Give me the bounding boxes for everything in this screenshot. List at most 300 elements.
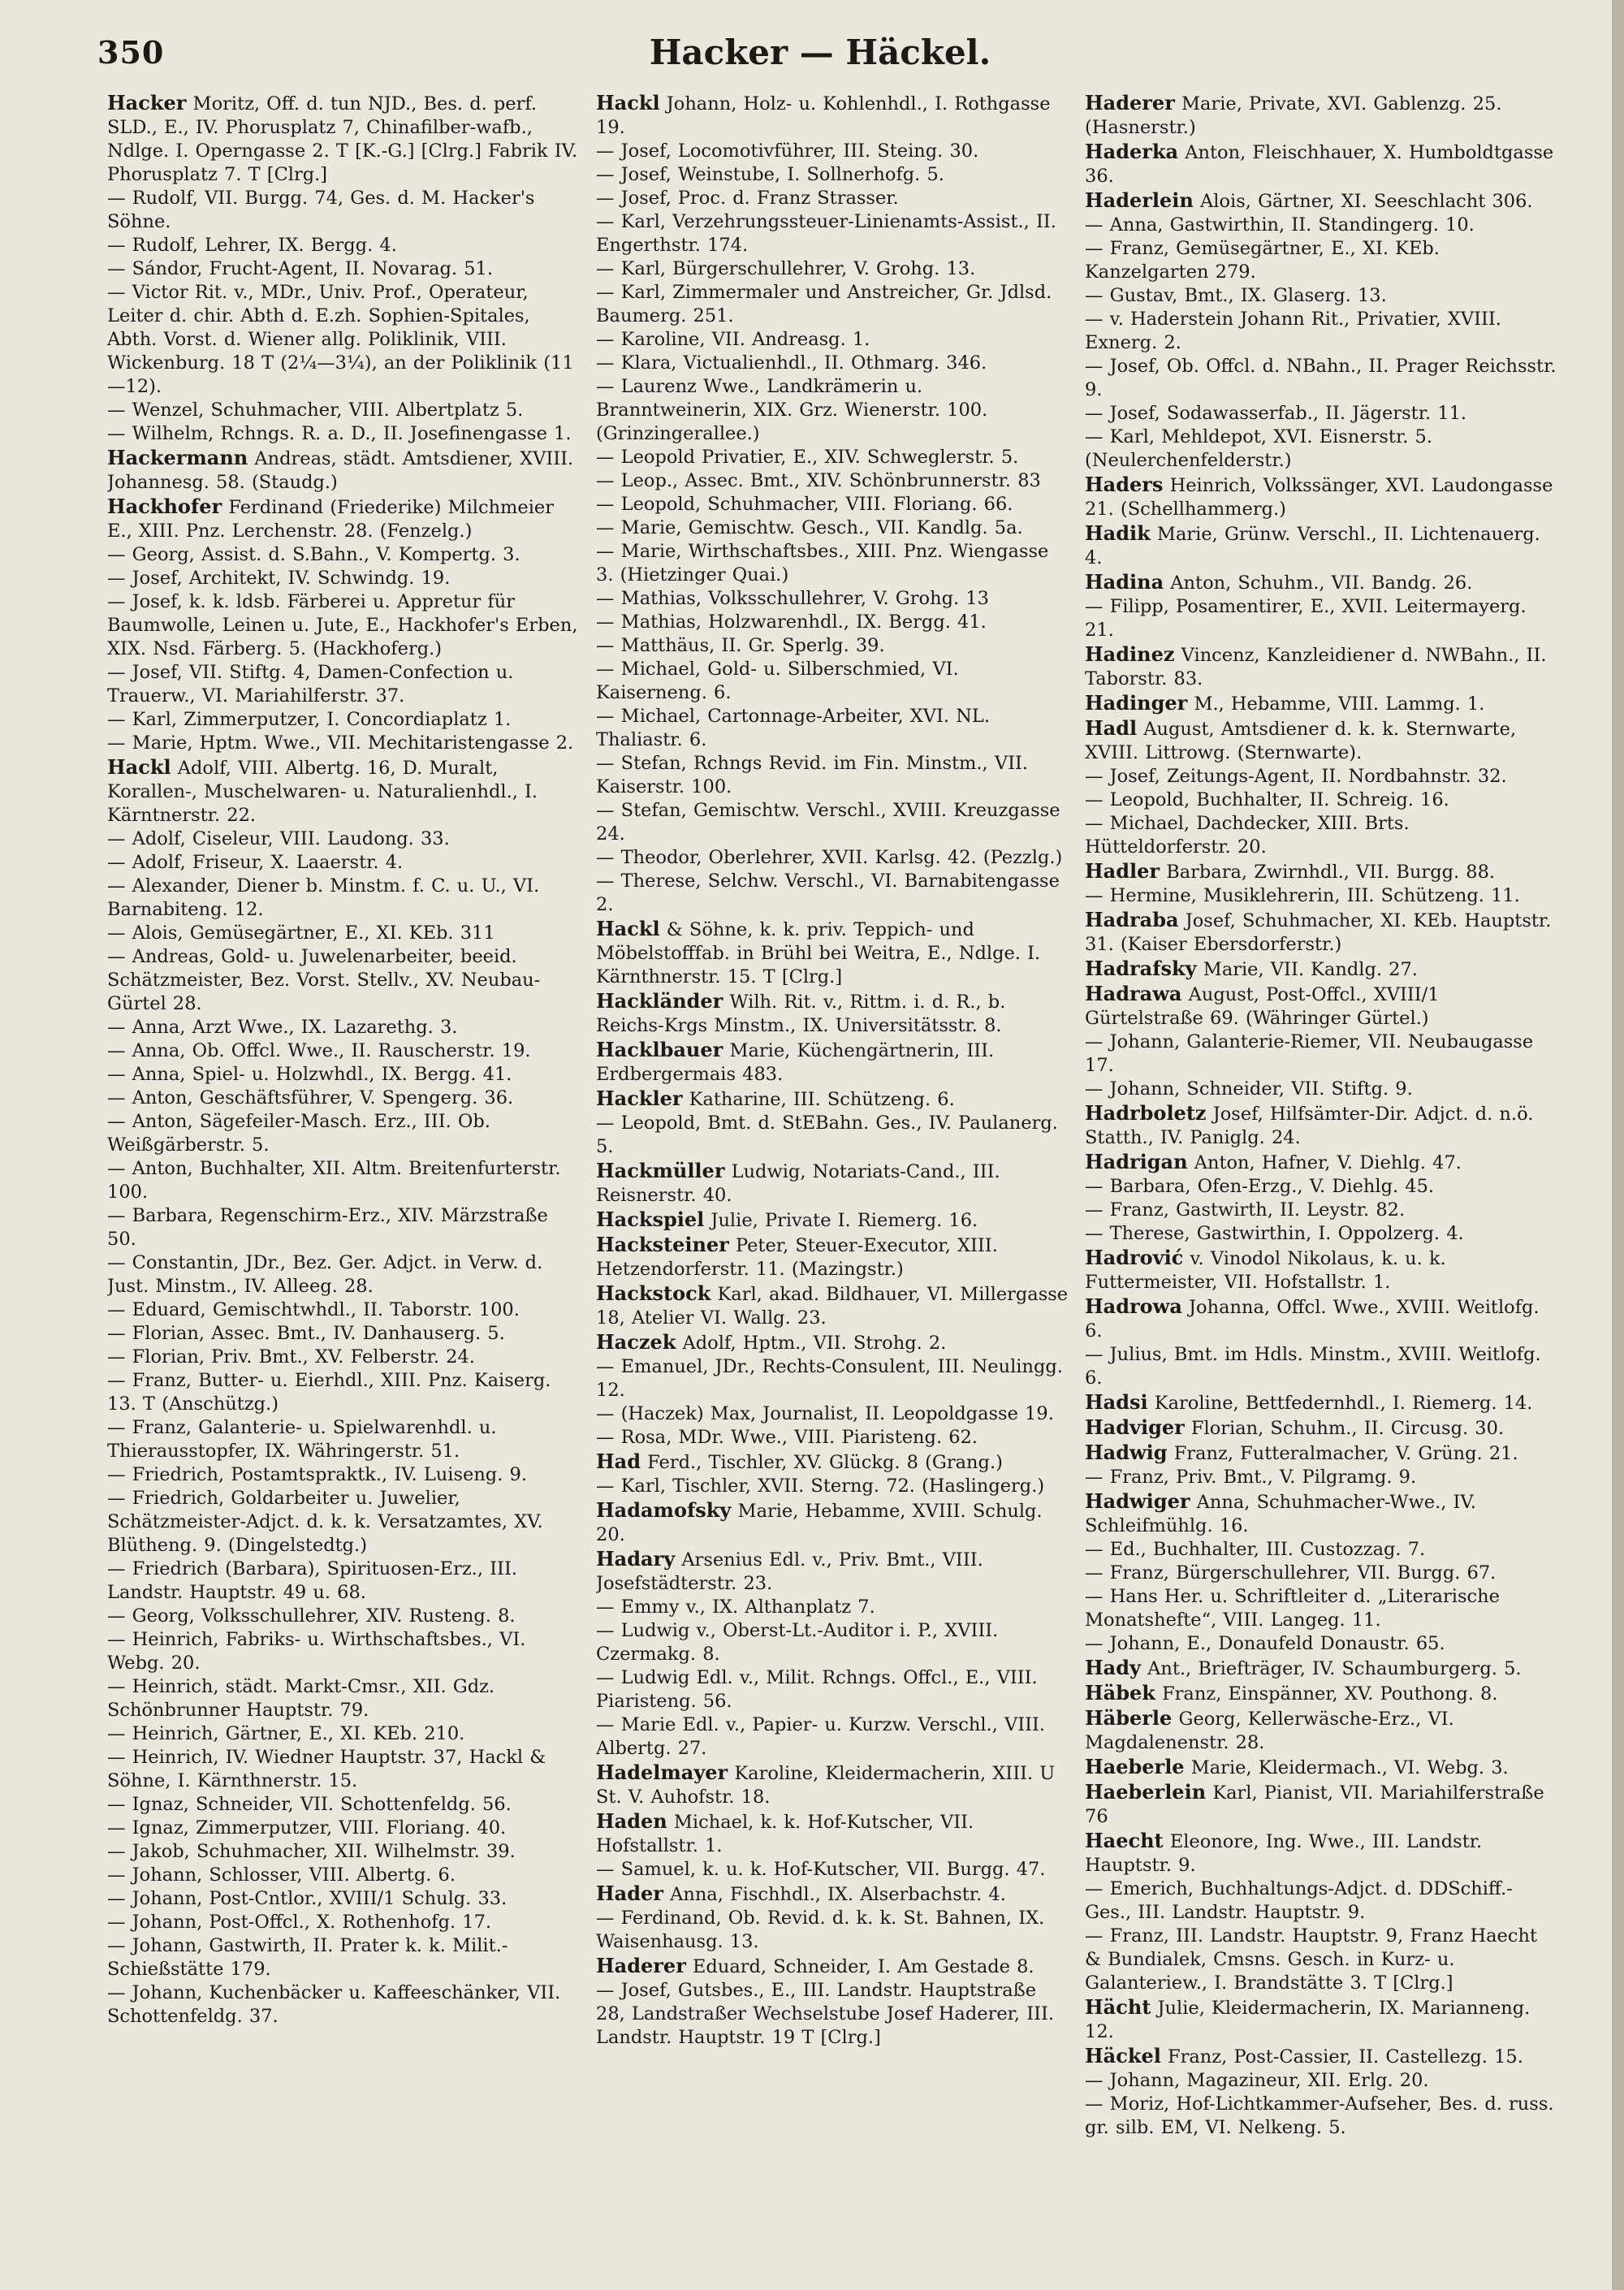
entry-details: — Adolf, Friseur, X. Laaerstr. 4. <box>107 852 404 873</box>
entry-details: — Marie, Wirthschaftsbes., XIII. Pnz. Wiengasse 3. (Hietzinger Quai.) <box>596 541 1049 585</box>
directory-entry <box>107 708 580 732</box>
entry-details: & Söhne, k. k. priv. Teppich- und Möbelstofffab. in Brühl bei Weitra, E., Ndlge. I. Kärnthnerstr. 15. T [Clrg.] <box>596 919 1041 987</box>
directory-entry <box>107 1911 580 1934</box>
entry-details: Marie, Küchengärtnerin, III. Erdbergermais 483. <box>596 1040 995 1085</box>
entry-surname: Häberle <box>1085 1706 1173 1730</box>
directory-entry <box>1085 691 1557 716</box>
directory-entry <box>1085 716 1557 765</box>
directory-entry <box>1085 1415 1557 1441</box>
directory-entry <box>1085 214 1557 237</box>
entry-details: Ferd., Tischler, XV. Glückg. 8 (Grang.) <box>647 1452 1003 1473</box>
directory-entry <box>1085 1030 1557 1078</box>
entry-details: — Julius, Bmt. im Hdls. Minstm., XVIII. Weitlofg. 6. <box>1085 1344 1541 1389</box>
entry-details: Karl, Pianist, VII. Mariahilferstraße 76 <box>1085 1782 1544 1827</box>
entry-details: — Karoline, VII. Andreasg. 1. <box>596 329 870 350</box>
directory-entry <box>1085 1150 1557 1175</box>
directory-entry <box>1085 1078 1557 1101</box>
entry-surname: Haeberlein <box>1085 1780 1207 1804</box>
entry-surname: Hächt <box>1085 1995 1151 2019</box>
directory-entry <box>596 1547 1069 1596</box>
entry-details: Karl, akad. Bildhauer, VI. Millergasse 18, Atelier VI. Wallg. 23. <box>596 1284 1069 1329</box>
directory-entry <box>1085 1538 1557 1562</box>
entry-surname: Hadraba <box>1085 908 1179 931</box>
entry-details: — Florian, Assec. Bmt., IV. Danhauserg. 5. <box>107 1323 505 1344</box>
entry-details: Josef, Hilfsämter-Dir. Adjct. d. n.ö. Statth., IV. Paniglg. 24. <box>1085 1104 1534 1148</box>
entry-details: — Mathias, Volksschullehrer, V. Grohg. 13 <box>596 588 989 609</box>
directory-entry <box>1085 595 1557 642</box>
entry-surname: Hadina <box>1085 570 1164 594</box>
entry-details: — Franz, Butter- u. Eierhdl., XIII. Pnz. Kaiserg. 13. T (Anschützg.) <box>107 1370 551 1415</box>
directory-entry <box>107 1887 580 1911</box>
entry-details: — Hermine, Musiklehrerin, III. Schützeng. 11. <box>1085 885 1520 906</box>
directory-entry <box>596 1979 1069 2050</box>
entry-surname: Hader <box>596 1882 663 1905</box>
directory-entry <box>1085 982 1557 1030</box>
directory-entry <box>596 1159 1069 1208</box>
entry-details: — Therese, Selchw. Verschl., VI. Barnabitengasse 2. <box>596 871 1060 915</box>
directory-entry <box>107 495 580 543</box>
entry-details: — Marie, Hptm. Wwe., VII. Mechitaristengasse 2. <box>107 732 574 754</box>
entry-details: — Johann, Schneider, VII. Stiftg. 9. <box>1085 1078 1413 1100</box>
directory-entry <box>1085 355 1557 402</box>
entry-details: Georg, Kellerwäsche-Erz., VI. Magdalenenstr. 28. <box>1085 1709 1454 1753</box>
directory-entry <box>107 827 580 851</box>
entry-details: — Karl, Mehldepot, XVI. Eisnerstr. 5. (Neulerchenfelderstr.) <box>1085 426 1433 471</box>
entry-details: Anna, Schuhmacher-Wwe., IV. Schleifmühlg. 16. <box>1085 1492 1476 1536</box>
entry-details: August, Amtsdiener d. k. k. Sternwarte, XVIII. Littrowg. (Sternwarte). <box>1085 719 1517 763</box>
directory-column-3 <box>1085 91 1557 2275</box>
directory-entry <box>1085 284 1557 308</box>
entry-details: — Ignaz, Schneider, VII. Schottenfeldg. 56. <box>107 1794 512 1815</box>
directory-entry <box>107 732 580 755</box>
entry-details: — Anna, Gastwirthin, II. Standingerg. 10. <box>1085 214 1475 235</box>
directory-entry <box>1085 812 1557 859</box>
directory-entry <box>596 91 1069 140</box>
directory-entry <box>107 257 580 281</box>
entry-details: — Franz, Galanterie- u. Spielwarenhdl. u. Thierausstopfer, IX. Währingerstr. 51. <box>107 1417 497 1462</box>
running-head: Hacker — Häckel. <box>649 32 991 72</box>
entry-surname: Haecht <box>1085 1829 1164 1852</box>
entry-details: — Alexander, Diener b. Minstm. f. C. u. U., VI. Barnabiteng. 12. <box>107 875 540 920</box>
directory-entry <box>1085 2093 1557 2140</box>
entry-details: Peter, Steuer-Executor, XIII. Hetzendorferstr. 11. (Mazingstr.) <box>596 1235 998 1280</box>
directory-entry <box>1085 402 1557 426</box>
entry-details: — Karl, Bürgerschullehrer, V. Grohg. 13. <box>596 258 976 279</box>
directory-entry <box>596 210 1069 257</box>
entry-details: — Josef, Gutsbes., E., III. Landstr. Hauptstraße 28, Landstraßer Wechselstube Josef Haderer, III. Landstr. Hauptstr. 19 T [Clrg.] <box>596 1980 1055 2048</box>
entry-details: — (Haczek) Max, Journalist, II. Leopoldgasse 19. <box>596 1403 1054 1424</box>
entry-surname: Hadelmayer <box>596 1761 728 1784</box>
entry-surname: Hadviger <box>1085 1415 1185 1439</box>
page-header <box>97 32 1543 81</box>
entry-details: — Karl, Zimmerputzer, I. Concordiaplatz 1. <box>107 709 512 730</box>
entry-details: — Johann, Kuchenbäcker u. Kaffeeschänker, VII. Schottenfeldg. 37. <box>107 1982 561 2027</box>
entry-details: — Anna, Ob. Offcl. Wwe., II. Rauscherstr. 19. <box>107 1040 531 1061</box>
entry-details: — Heinrich, Gärtner, E., XI. KEb. 210. <box>107 1723 465 1744</box>
entry-details: — Josef, Proc. d. Franz Strasser. <box>596 188 899 209</box>
entry-details: Vincenz, Kanzleidiener d. NWBahn., II. Taborstr. 83. <box>1085 645 1547 689</box>
directory-entry <box>1085 1101 1557 1150</box>
entry-details: — Hans Her. u. Schriftleiter d. „Literarische Monatshefte“, VIII. Langeg. 11. <box>1085 1586 1500 1631</box>
entry-details: — Karl, Zimmermaler und Anstreicher, Gr. Jdlsd. Baumerg. 251. <box>596 282 1052 326</box>
directory-entry <box>107 1793 580 1817</box>
directory-entry <box>1085 308 1557 355</box>
directory-entry <box>596 187 1069 210</box>
directory-entry <box>596 1596 1069 1619</box>
directory-entry <box>596 799 1069 846</box>
directory-entry <box>1085 1199 1557 1222</box>
entry-details: Karoline, Bettfedernhdl., I. Riemerg. 14. <box>1154 1393 1533 1414</box>
entry-details: — Ed., Buchhalter, III. Custozzag. 7. <box>1085 1539 1426 1560</box>
directory-entry <box>107 1063 580 1087</box>
entry-details: Johanna, Offcl. Wwe., XVIII. Weitlofg. 6. <box>1085 1297 1540 1342</box>
directory-entry <box>596 281 1069 328</box>
entry-details: — Leopold Privatier, E., XIV. Schweglerstr. 5. <box>596 447 1019 468</box>
directory-entry <box>1085 1175 1557 1199</box>
directory-entry <box>1085 1656 1557 1681</box>
entry-details: — Anton, Geschäftsführer, V. Spengerg. 36. <box>107 1087 514 1108</box>
entry-details: Michael, k. k. Hof-Kutscher, VII. Hofstallstr. 1. <box>596 1812 974 1856</box>
entry-details: — Josef, Sodawasserfab., II. Jägerstr. 11. <box>1085 403 1467 424</box>
directory-entry <box>1085 884 1557 908</box>
entry-details: Wilh. Rit. v., Rittm. i. d. R., b. Reichs-Krgs Minstm., IX. Universitätsstr. 8. <box>596 992 1006 1036</box>
directory-entry <box>596 328 1069 352</box>
entry-details: — Emerich, Buchhaltungs-Adjct. d. DDSchiff.-Ges., III. Landstr. Hauptstr. 9. <box>1085 1878 1513 1923</box>
entry-details: — Josef, Architekt, IV. Schwindg. 19. <box>107 568 451 589</box>
entry-surname: Häckel <box>1085 2044 1161 2067</box>
directory-entry <box>596 1475 1069 1498</box>
entry-surname: Hackermann <box>107 446 248 469</box>
entry-details: — Johann, Gastwirth, II. Prater k. k. Milit.-Schießstätte 179. <box>107 1935 508 1980</box>
directory-entry <box>596 1426 1069 1450</box>
entry-details: — Karl, Verzehrungssteuer-Linienamts-Assist., II. Engerthstr. 174. <box>596 211 1056 256</box>
entry-details: — Emmy v., IX. Althanplatz 7. <box>596 1597 875 1618</box>
directory-entry <box>107 1251 580 1298</box>
entry-details: — Anton, Sägefeiler-Masch. Erz., III. Ob. Weißgärberstr. 5. <box>107 1111 490 1156</box>
directory-entry <box>596 658 1069 705</box>
entry-details: Anton, Fleischhauer, X. Humboldtgasse 36. <box>1085 142 1554 187</box>
entry-surname: Haderka <box>1085 140 1179 163</box>
directory-column-1 <box>107 91 580 2275</box>
entry-details: Franz, Post-Cassier, II. Castellezg. 15. <box>1168 2046 1523 2067</box>
entry-details: Ant., Briefträger, IV. Schaumburgerg. 5. <box>1147 1658 1522 1679</box>
directory-entry <box>1085 1441 1557 1466</box>
entry-surname: Hacksteiner <box>596 1233 729 1256</box>
entry-surname: Hackl <box>596 917 660 940</box>
entry-details: Johann, Holz- u. Kohlenhdl., I. Rothgasse 19. <box>596 93 1051 138</box>
directory-entry <box>596 163 1069 187</box>
entry-surname: Hackhofer <box>107 495 222 518</box>
entry-surname: Hadrović <box>1085 1246 1184 1269</box>
directory-entry <box>596 1809 1069 1858</box>
entry-details: — Michael, Gold- u. Silberschmied, VI. Kaiserneng. 6. <box>596 659 959 703</box>
entry-details: — Johann, Magazineur, XII. Erlg. 20. <box>1085 2070 1429 2091</box>
directory-entry <box>107 1675 580 1722</box>
directory-entry <box>1085 1706 1557 1755</box>
directory-entry <box>107 922 580 945</box>
entry-details: — Georg, Volksschullehrer, XIV. Rusteng. 8. <box>107 1605 516 1627</box>
directory-entry <box>596 1087 1069 1112</box>
directory-entry <box>1085 521 1557 570</box>
directory-entry <box>1085 1562 1557 1585</box>
entry-surname: Hadary <box>596 1547 676 1571</box>
directory-entry <box>1085 1489 1557 1538</box>
directory-entry <box>107 851 580 875</box>
entry-surname: Hacker <box>107 91 187 114</box>
entry-details: — Heinrich, IV. Wiedner Hauptstr. 37, Hackl & Söhne, I. Kärnthnerstr. 15. <box>107 1747 546 1791</box>
entry-surname: Haderlein <box>1085 188 1194 212</box>
directory-entry <box>107 422 580 446</box>
entry-details: — Karl, Tischler, XVII. Sterng. 72. (Haslingerg.) <box>596 1476 1045 1497</box>
entry-details: — Leop., Assec. Bmt., XIV. Schönbrunnerstr. 83 <box>596 470 1041 491</box>
directory-entry <box>107 91 580 187</box>
entry-details: — Florian, Priv. Bmt., XV. Felberstr. 24. <box>107 1346 475 1368</box>
directory-entry <box>107 1204 580 1251</box>
entry-details: — Emanuel, JDr., Rechts-Consulent, III. Neulingg. 12. <box>596 1356 1063 1401</box>
entry-details: Ludwig, Notariats-Cand., III. Reisnerstr. 40. <box>596 1161 1000 1206</box>
directory-entry <box>107 1934 580 1981</box>
directory-entry <box>107 661 580 708</box>
directory-entry <box>107 446 580 495</box>
directory-entry <box>107 234 580 257</box>
directory-entry <box>107 1039 580 1063</box>
entry-details: — Stefan, Rchngs Revid. im Fin. Minstm., VII. Kaiserstr. 100. <box>596 753 1029 797</box>
entry-details: — Ignaz, Zimmerputzer, VIII. Floriang. 40. <box>107 1817 507 1838</box>
entry-details: Marie, Grünw. Verschl., II. Lichtenauerg. 4. <box>1085 524 1540 568</box>
entry-details: Julie, Private I. Riemerg. 16. <box>710 1210 978 1231</box>
entry-details: — Anton, Buchhalter, XII. Altm. Breitenfurterstr. 100. <box>107 1158 561 1203</box>
directory-entry <box>596 375 1069 446</box>
directory-entry <box>1085 1995 1557 2044</box>
directory-entry <box>1085 473 1557 521</box>
entry-details: — Friedrich (Barbara), Spirituosen-Erz., III. Landstr. Hauptstr. 49 u. 68. <box>107 1558 517 1603</box>
directory-entry <box>596 493 1069 516</box>
entry-details: — Wenzel, Schuhmacher, VIII. Albertplatz 5. <box>107 400 524 421</box>
entry-details: — Rudolf, Lehrer, IX. Bergg. 4. <box>107 235 397 256</box>
entry-details: — Klara, Victualienhdl., II. Othmarg. 346. <box>596 352 987 374</box>
entry-details: — Adolf, Ciseleur, VIII. Laudong. 33. <box>107 828 450 849</box>
entry-details: — Johann, E., Donaufeld Donaustr. 65. <box>1085 1633 1445 1654</box>
directory-entry <box>596 705 1069 752</box>
entry-details: — Mathias, Holzwarenhdl., IX. Bergg. 41. <box>596 611 987 633</box>
entry-surname: Hackl <box>107 755 171 779</box>
entry-details: — Anna, Spiel- u. Holzwhdl., IX. Bergg. 41. <box>107 1064 512 1085</box>
entry-surname: Hadinez <box>1085 642 1175 666</box>
directory-entry <box>107 1087 580 1110</box>
directory-entry <box>596 917 1069 989</box>
directory-entry <box>596 1882 1069 1907</box>
directory-entry <box>107 1110 580 1157</box>
entry-details: — Leopold, Buchhalter, II. Schreig. 16. <box>1085 789 1449 810</box>
entry-surname: Hadinger <box>1085 691 1188 715</box>
entry-details: Eduard, Schneider, I. Am Gestade 8. <box>693 1956 1034 1977</box>
directory-entry <box>107 590 580 661</box>
entry-surname: Hadik <box>1085 521 1151 545</box>
directory-entry <box>1085 765 1557 789</box>
entry-details: — Anna, Arzt Wwe., IX. Lazarethg. 3. <box>107 1017 458 1038</box>
directory-entry <box>107 1558 580 1605</box>
entry-details: — Alois, Gemüsegärtner, E., XI. KEb. 311 <box>107 922 495 944</box>
directory-entry <box>107 1817 580 1840</box>
directory-column-2 <box>596 91 1069 2275</box>
directory-entry <box>1085 1925 1557 1995</box>
directory-entry <box>107 1157 580 1204</box>
entry-surname: Haeberle <box>1085 1755 1185 1778</box>
directory-entry <box>596 352 1069 375</box>
directory-entry <box>107 1981 580 2029</box>
entry-surname: Hadwig <box>1085 1441 1168 1464</box>
entry-details: — Georg, Assist. d. S.Bahn., V. Kompertg. 3. <box>107 544 520 565</box>
entry-details: — Johann, Galanterie-Riemer, VII. Neubaugasse 17. <box>1085 1031 1534 1076</box>
entry-details: — Filipp, Posamentirer, E., XVII. Leitermayerg. 21. <box>1085 596 1527 641</box>
directory-entry <box>107 1864 580 1887</box>
directory-entry <box>107 875 580 922</box>
entry-surname: Haczek <box>596 1330 676 1354</box>
directory-entry <box>596 611 1069 634</box>
entry-details: — Gustav, Bmt., IX. Glaserg. 13. <box>1085 285 1387 306</box>
directory-entry <box>1085 1585 1557 1632</box>
entry-surname: Hacklbauer <box>596 1038 723 1061</box>
entry-details: — Josef, Locomotivführer, III. Steing. 30. <box>596 140 979 162</box>
directory-entry <box>107 1722 580 1746</box>
directory-entry <box>107 1416 580 1463</box>
entry-details: — Therese, Gastwirthin, I. Oppolzerg. 4. <box>1085 1223 1464 1244</box>
directory-entry <box>596 1112 1069 1159</box>
directory-entry <box>596 469 1069 493</box>
entry-details: — Rudolf, VII. Burgg. 74, Ges. d. M. Hacker's Söhne. <box>107 188 535 232</box>
entry-surname: Haders <box>1085 473 1164 496</box>
directory-entry <box>596 1619 1069 1666</box>
directory-entry <box>596 1907 1069 1954</box>
entry-details: — Heinrich, Fabriks- u. Wirthschaftsbes., VI. Webg. 20. <box>107 1629 526 1674</box>
entry-details: — Ferdinand, Ob. Revid. d. k. k. St. Bahnen, IX. Waisenhausg. 13. <box>596 1908 1045 1952</box>
entry-surname: Hadler <box>1085 859 1160 883</box>
entry-details: Adolf, Hptm., VII. Strohg. 2. <box>682 1333 947 1354</box>
directory-columns <box>107 91 1561 2275</box>
directory-entry <box>596 1666 1069 1713</box>
directory-entry <box>596 1038 1069 1087</box>
entry-details: — Theodor, Oberlehrer, XVII. Karlsg. 42. (Pezzlg.) <box>596 847 1063 868</box>
directory-entry <box>596 1858 1069 1882</box>
directory-entry <box>1085 1222 1557 1246</box>
directory-entry <box>596 587 1069 611</box>
entry-details: Florian, Schuhm., II. Circusg. 30. <box>1190 1418 1505 1439</box>
entry-surname: Hadrowa <box>1085 1294 1182 1318</box>
entry-details: Ferdinand (Friederike) Milchmeier E., XIII. Pnz. Lerchenstr. 28. (Fenzelg.) <box>107 497 554 542</box>
entry-details: — Stefan, Gemischtw. Verschl., XVIII. Kreuzgasse 24. <box>596 800 1060 845</box>
entry-details: — Friedrich, Postamtspraktk., IV. Luiseng. 9. <box>107 1464 527 1485</box>
entry-details: Marie, VII. Kandlg. 27. <box>1203 959 1418 980</box>
directory-entry <box>596 540 1069 587</box>
entry-details: Julie, Kleidermacherin, IX. Marianneng. 12. <box>1085 1998 1531 2042</box>
entry-details: — Ludwig v., Oberst-Lt.-Auditor i. P., XVIII. Czermakg. 8. <box>596 1620 999 1665</box>
directory-entry <box>107 543 580 567</box>
entry-details: Marie, Private, XVI. Gablenzg. 25. (Hasnerstr.) <box>1085 93 1502 138</box>
entry-details: — Matthäus, II. Gr. Sperlg. 39. <box>596 635 885 656</box>
directory-entry <box>596 1281 1069 1330</box>
entry-details: — Michael, Cartonnage-Arbeiter, XVI. NL. Thaliastr. 6. <box>596 706 991 750</box>
directory-entry <box>1085 1390 1557 1415</box>
entry-details: Heinrich, Volkssänger, XVI. Laudongasse 21. (Schellhammerg.) <box>1085 475 1553 520</box>
directory-entry <box>596 1208 1069 1233</box>
directory-entry <box>1085 570 1557 595</box>
entry-details: August, Post-Offcl., XVIII/1 Gürtelstraße 69. (Währinger Gürtel.) <box>1085 984 1440 1029</box>
directory-entry <box>596 1498 1069 1547</box>
directory-entry <box>596 846 1069 870</box>
directory-entry <box>107 1487 580 1558</box>
entry-details: Katharine, III. Schützeng. 6. <box>689 1089 955 1110</box>
entry-surname: Hackl <box>596 91 660 114</box>
entry-details: — Leopold, Schuhmacher, VIII. Floriang. 66. <box>596 494 1013 515</box>
entry-surname: Haderer <box>596 1954 686 1977</box>
entry-details: — Friedrich, Goldarbeiter u. Juwelier, Schätzmeister-Adjct. d. k. k. Versatzamtes, XV. Blütheng. 9. (Dingelstedtg.) <box>107 1488 543 1556</box>
directory-entry <box>1085 1343 1557 1390</box>
entry-details: — Leopold, Bmt. d. StEBahn. Ges., IV. Paulanerg. 5. <box>596 1113 1058 1157</box>
directory-entry <box>1085 789 1557 812</box>
directory-entry <box>107 567 580 590</box>
directory-entry <box>1085 1246 1557 1294</box>
entry-details: Franz, Einspänner, XV. Pouthong. 8. <box>1162 1683 1498 1705</box>
directory-entry <box>596 1761 1069 1809</box>
entry-surname: Hackler <box>596 1087 683 1110</box>
directory-entry <box>596 634 1069 658</box>
entry-details: — Franz, III. Landstr. Hauptstr. 9, Franz Haecht & Bundialek, Cmsns. Gesch. in Kurz- u. Galanteriew., I. Brandstätte 3. T [Clrg.] <box>1085 1925 1538 1994</box>
directory-entry <box>1085 1632 1557 1656</box>
entry-details: Marie, Kleidermach., VI. Webg. 3. <box>1190 1757 1509 1778</box>
directory-entry <box>1085 426 1557 473</box>
directory-entry <box>596 140 1069 163</box>
directory-entry <box>107 1298 580 1322</box>
directory-entry <box>1085 2044 1557 2069</box>
directory-entry <box>107 281 580 399</box>
entry-details: Adolf, VIII. Albertg. 16, D. Muralt, Korallen-, Muschelwaren- u. Naturalienhdl., I. Kärntnerstr. 22. <box>107 758 538 826</box>
directory-entry <box>1085 908 1557 957</box>
directory-entry <box>596 1355 1069 1402</box>
entry-details: — Franz, Bürgerschullehrer, VII. Burgg. 67. <box>1085 1562 1497 1584</box>
entry-details: M., Hebamme, VIII. Lammg. 1. <box>1194 693 1485 715</box>
directory-entry <box>1085 1780 1557 1829</box>
entry-surname: Hackmüller <box>596 1159 725 1182</box>
entry-details: — Marie Edl. v., Papier- u. Kurzw. Verschl., VIII. Albertg. 27. <box>596 1714 1046 1759</box>
entry-details: — Johann, Post-Offcl., X. Rothenhofg. 17. <box>107 1912 492 1933</box>
entry-details: — Jakob, Schuhmacher, XII. Wilhelmstr. 39. <box>107 1841 516 1862</box>
entry-details: — Johann, Schlosser, VIII. Albertg. 6. <box>107 1864 456 1886</box>
directory-entry <box>596 1233 1069 1281</box>
directory-entry <box>1085 1466 1557 1489</box>
entry-details: — Franz, Priv. Bmt., V. Pilgramg. 9. <box>1085 1467 1417 1488</box>
entry-details: — Sándor, Frucht-Agent, II. Novarag. 51. <box>107 258 494 279</box>
entry-details: — Barbara, Regenschirm-Erz., XIV. Märzstraße 50. <box>107 1205 548 1250</box>
entry-details: Barbara, Zwirnhdl., VII. Burgg. 88. <box>1166 862 1496 883</box>
directory-entry <box>1085 188 1557 214</box>
page-gutter <box>1612 0 1624 2290</box>
directory-entry <box>107 755 580 827</box>
entry-details: — Victor Rit. v., MDr., Univ. Prof., Operateur, Leiter d. chir. Abth d. E.zh. Sophien-Spitales, Abth. Vorst. d. Wiener allg. Poliklinik, VIII. Wickenburg. 18 T (2¼—3¼), an der Poliklinik (11—12). <box>107 282 574 397</box>
entry-details: — Samuel, k. u. k. Hof-Kutscher, VII. Burgg. 47. <box>596 1859 1046 1880</box>
directory-entry <box>1085 237 1557 284</box>
entry-surname: Häbek <box>1085 1681 1155 1705</box>
entry-details: — Wilhelm, Rchngs. R. a. D., II. Josefinengasse 1. <box>107 423 572 444</box>
directory-entry <box>1085 1829 1557 1877</box>
entry-details: Anna, Fischhdl., IX. Alserbachstr. 4. <box>670 1884 1006 1905</box>
entry-details: — Eduard, Gemischtwhdl., II. Taborstr. 100. <box>107 1299 520 1320</box>
directory-entry <box>107 1322 580 1346</box>
entry-details: — Barbara, Ofen-Erzg., V. Diehlg. 45. <box>1085 1176 1435 1197</box>
directory-entry <box>596 257 1069 281</box>
directory-entry <box>107 1628 580 1675</box>
directory-entry <box>596 1713 1069 1761</box>
directory-entry <box>107 1746 580 1793</box>
